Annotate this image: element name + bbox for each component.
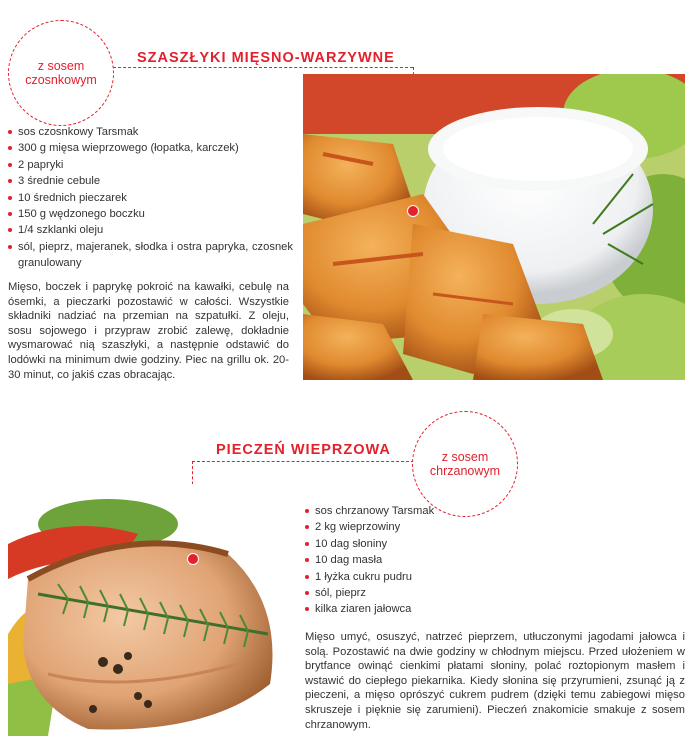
ingredient-list-1 bbox=[8, 124, 293, 272]
list-item: sól, pieprz bbox=[305, 585, 685, 601]
list-item: 1/4 szklanki oleju bbox=[8, 222, 293, 238]
recipe-title-2: PIECZEŃ WIEPRZOWA bbox=[216, 442, 391, 458]
list-item: 10 średnich pieczarek bbox=[8, 190, 293, 206]
list-item: 150 g wędzonego boczku bbox=[8, 206, 293, 222]
ingredient-list-2 bbox=[305, 503, 685, 618]
connector-line-1a bbox=[113, 67, 413, 68]
roast-pork-photo bbox=[8, 484, 278, 736]
list-item: kilka ziaren jałowca bbox=[305, 601, 685, 617]
list-item: 3 średnie cebule bbox=[8, 173, 293, 189]
list-item: sos chrzanowy Tarsmak bbox=[305, 503, 685, 519]
skewers-photo bbox=[303, 74, 685, 380]
list-item: 2 papryki bbox=[8, 157, 293, 173]
sauce-label-1: z sosem czosnkowym bbox=[25, 59, 97, 87]
sauce-label-2: z sosem chrzanowym bbox=[429, 450, 501, 478]
marker-dot-1 bbox=[407, 205, 419, 217]
connector-line-2a bbox=[192, 461, 414, 462]
list-item: 1 łyżka cukru pudru bbox=[305, 569, 685, 585]
list-item: 300 g mięsa wieprzowego (łopatka, karczek) bbox=[8, 140, 293, 156]
list-item: 10 dag masła bbox=[305, 552, 685, 568]
list-item: sos czosnkowy Tarsmak bbox=[8, 124, 293, 140]
list-item: 10 dag słoniny bbox=[305, 536, 685, 552]
list-item: 2 kg wieprzowiny bbox=[305, 519, 685, 535]
list-item: sól, pieprz, majeranek, słodka i ostra papryka, czosnek granulowany bbox=[8, 239, 293, 272]
instructions-2: Mięso umyć, osuszyć, natrzeć pieprzem, utłuczonymi jagodami jałowca i solą. Pozostawić na dwie godziny w chłodnym miejscu. Przed ułożeniem w brytfance owinąć cienkimi płatami słoniny, polać roztopionym masłem i wstawić do ciepłego piekarnika. Kiedy słonina się przyrumieni, zsunąć ją z pieczeni, a mięso oprószyć cukrem pudrem (dzięki temu zabiegowi mięso skruszeje i pięknie się zarumieni). Pieczeń znakomicie smakuje z sosem chrzanowym. bbox=[305, 631, 685, 731]
sauce-label-circle-2 bbox=[412, 411, 518, 517]
recipe-title-1: SZASZŁYKI MIĘSNO-WARZYWNE bbox=[137, 50, 395, 66]
sauce-label-circle-1 bbox=[8, 20, 114, 126]
marker-dot-2 bbox=[187, 553, 199, 565]
instructions-1: Mięso, boczek i paprykę pokroić na kawałki, cebulę na ósemki, a pieczarki pozostawić w całości. Wszystkie składniki nadziać na przemian na szpatułki. Z oleju, sosu sojowego i przypraw zrobić zalewę, dokładnie wysmarować nią szaszłyki, a następnie odstawić do lodówki na minimum dwie godziny. Piec na grillu ok. 20-30 minut, co jakiś czas obracając. bbox=[8, 281, 289, 381]
